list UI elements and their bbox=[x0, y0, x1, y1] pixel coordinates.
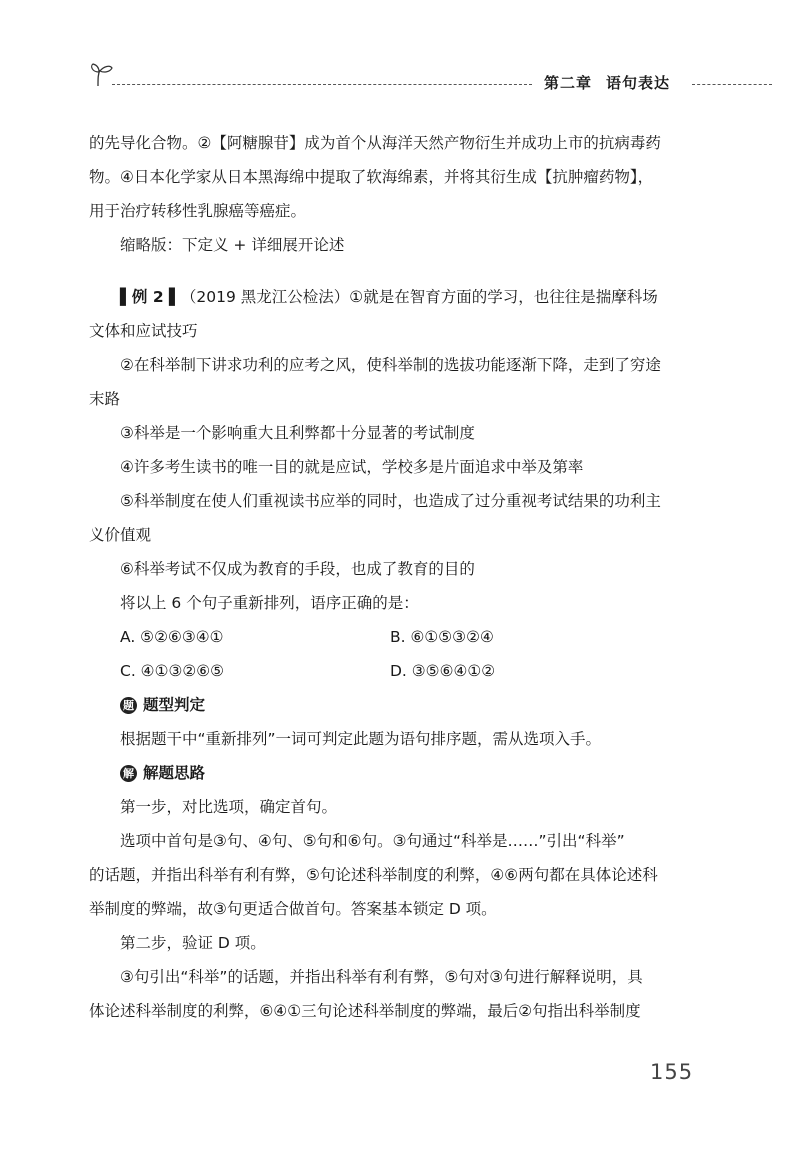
example-source: （2019 黑龙江公检法） bbox=[180, 288, 350, 306]
page-number: 155 bbox=[650, 1060, 694, 1084]
sentence-2: ②在科举制下讲求功利的应考之风，使科举制的选拔功能逐渐下降，走到了穷途 bbox=[120, 356, 661, 374]
chapter-label: 第二章 bbox=[544, 74, 593, 92]
sentence-2-cont: 末路 bbox=[89, 390, 121, 408]
solution-para-1: 选项中首句是③句、④句、⑤句和⑥句。③句通过“科举是……”引出“科举” bbox=[120, 832, 625, 850]
solution-icon: 解 bbox=[120, 765, 137, 782]
intro-line: 用于治疗转移性乳腺癌等癌症。 bbox=[89, 202, 307, 220]
solution-para-2: ③句引出“科举”的话题，并指出科举有利有弊，⑤句对③句进行解释说明，具 bbox=[120, 968, 643, 986]
sentence-1: ①就是在智育方面的学习，也往往是揣摩科场 bbox=[349, 288, 658, 306]
chapter-title bbox=[544, 72, 684, 93]
judge-text: 根据题干中“重新排列”一词可判定此题为语句排序题，需从选项入手。 bbox=[120, 730, 602, 748]
judge-title-text: 题型判定 bbox=[143, 696, 206, 714]
example-heading bbox=[89, 280, 694, 314]
example-mark: ▌例 2 ▌ bbox=[120, 288, 181, 306]
summary-line: 缩略版：下定义 + 详细展开论述 bbox=[120, 236, 345, 254]
question-stem: 将以上 6 个句子重新排列，语序正确的是： bbox=[120, 594, 419, 612]
solution-step-1: 第一步，对比选项，确定首句。 bbox=[120, 798, 338, 816]
section-solution-title bbox=[89, 756, 694, 790]
solution-title-text: 解题思路 bbox=[143, 764, 206, 782]
sentence-4: ④许多考生读书的唯一目的就是应试，学校多是片面追求中举及第率 bbox=[120, 458, 584, 476]
solution-para-1-cont: 的话题，并指出科举有利有弊，⑤句论述科举制度的利弊，④⑥两句都在具体论述科 bbox=[89, 866, 658, 884]
solution-para-1-cont: 举制度的弊端，故③句更适合做首句。答案基本锁定 D 项。 bbox=[89, 900, 497, 918]
solution-para-2-cont: 体论述科举制度的利弊，⑥④①三句论述科举制度的弊端，最后②句指出科举制度 bbox=[89, 1002, 641, 1020]
intro-line: 物。④日本化学家从日本黑海绵中提取了软海绵素，并将其衍生成【抗肿瘤药物】， bbox=[89, 168, 654, 186]
solution-step-2: 第二步，验证 D 项。 bbox=[120, 934, 266, 952]
section-judge-title bbox=[89, 688, 694, 722]
section-label: 语句表达 bbox=[606, 74, 671, 92]
option-d: D. ③⑤⑥④①② bbox=[390, 662, 496, 680]
sentence-1-cont: 文体和应试技巧 bbox=[89, 322, 198, 340]
running-header bbox=[88, 62, 710, 92]
sentence-3: ③科举是一个影响重大且利弊都十分显著的考试制度 bbox=[120, 424, 475, 442]
sentence-6: ⑥科举考试不仅成为教育的手段，也成了教育的目的 bbox=[120, 560, 475, 578]
header-rule-left bbox=[112, 84, 532, 85]
option-b: B. ⑥①⑤③②④ bbox=[390, 628, 494, 646]
sentence-5-cont: 义价值观 bbox=[89, 526, 152, 544]
sentence-5: ⑤科举制度在使人们重视读书应举的同时，也造成了过分重视考试结果的功利主 bbox=[120, 492, 661, 510]
option-c: C. ④①③②⑥⑤ bbox=[120, 662, 225, 680]
judge-icon: 题 bbox=[120, 697, 137, 714]
page-content bbox=[89, 126, 694, 1028]
option-a: A. ⑤②⑥③④① bbox=[120, 628, 224, 646]
answer-options bbox=[89, 620, 694, 688]
intro-line: 的先导化合物。②【阿糖腺苷】成为首个从海洋天然产物衍生并成功上市的抗病毒药 bbox=[89, 134, 661, 152]
header-rule-right bbox=[692, 84, 772, 85]
